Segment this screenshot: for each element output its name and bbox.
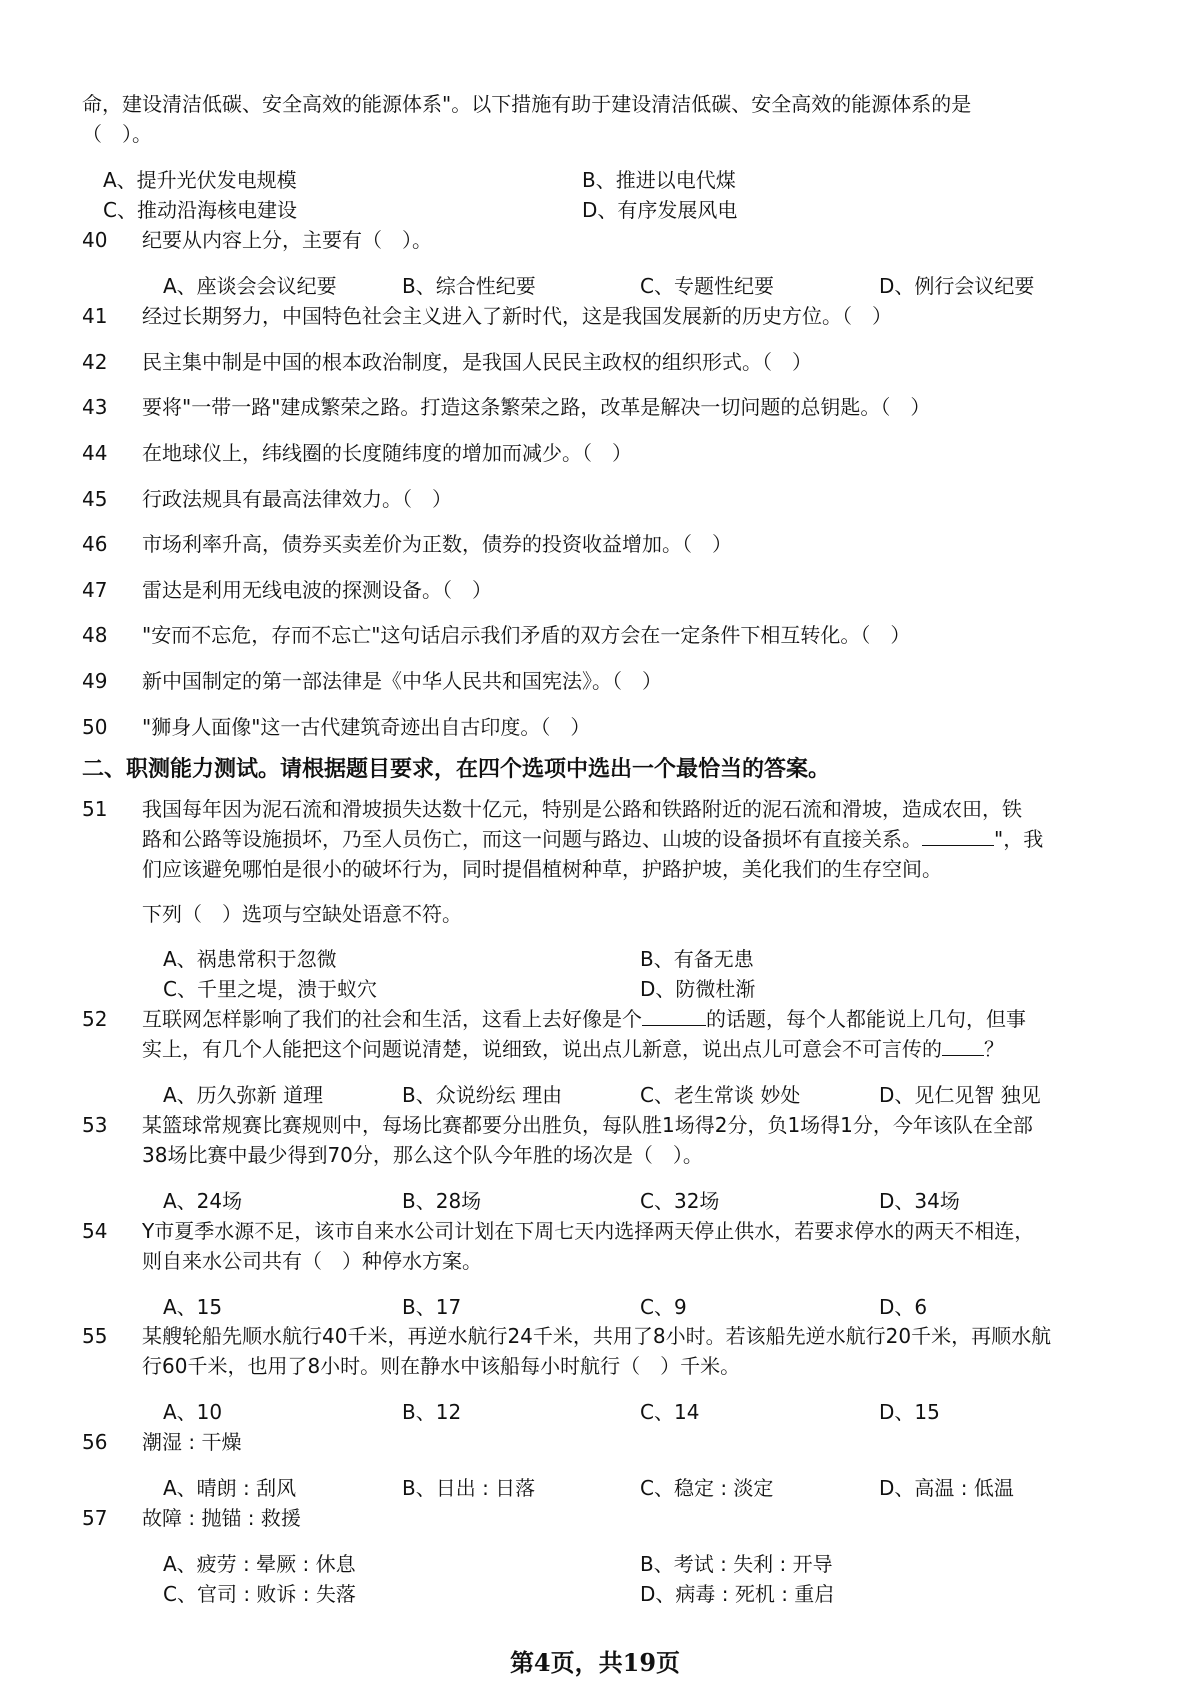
- q51-number: 51: [82, 797, 108, 821]
- q52-option-a: A、历久弥新 道理: [163, 1083, 324, 1107]
- q54-text-line2: 则自来水公司共有（ ）种停水方案。: [142, 1249, 482, 1273]
- q45-text: 行政法规具有最高法律效力。（ ）: [142, 487, 452, 511]
- q51-text-line2: [142, 825, 1043, 853]
- q56-text: 潮湿 : 干燥: [142, 1430, 242, 1454]
- page-footer: 第4页，共19页: [509, 1648, 681, 1677]
- q42-number: 42: [82, 350, 108, 374]
- q56-option-b: B、日出 : 日落: [402, 1476, 536, 1500]
- q40-option-d: D、例行会议纪要: [879, 274, 1035, 298]
- q44-number: 44: [82, 441, 108, 465]
- q51-blank: [922, 827, 994, 846]
- q40-option-c: C、专题性纪要: [640, 274, 774, 298]
- q53-option-b: B、28场: [402, 1189, 482, 1213]
- q52-line2b: ？: [984, 1037, 1004, 1061]
- q40-option-a: A、座谈会会议纪要: [163, 274, 337, 298]
- q54-option-d: D、6: [879, 1295, 928, 1319]
- q55-option-c: C、14: [640, 1400, 700, 1424]
- q41-number: 41: [82, 304, 108, 328]
- q57-option-a: A、疲劳 : 晕厥 : 休息: [163, 1552, 356, 1576]
- q54-option-a: A、15: [163, 1295, 223, 1319]
- q51-text-line1: 我国每年因为泥石流和滑坡损失达数十亿元，特别是公路和铁路附近的泥石流和滑坡，造成农田，铁: [142, 797, 1022, 821]
- q48-text: "安而不忘危，存而不忘亡"这句话启示我们矛盾的双方会在一定条件下相互转化。（ ）: [142, 623, 911, 647]
- q39-option-c: C、推动沿海核电建设: [103, 198, 297, 222]
- q53-option-d: D、34场: [879, 1189, 960, 1213]
- q51-text-line3: 们应该避免哪怕是很小的破坏行为，同时提倡植树种草，护路护坡，美化我们的生存空间。: [142, 857, 942, 881]
- q52-text-line1: [142, 1005, 1026, 1033]
- q43-text: 要将"一带一路"建成繁荣之路。打造这条繁荣之路，改革是解决一切问题的总钥匙。（ ）: [142, 395, 931, 419]
- q52-line1b: 的话题，每个人都能说上几句，但事: [706, 1007, 1026, 1031]
- q40-option-b: B、综合性纪要: [402, 274, 536, 298]
- q53-text-line2: 38场比赛中最少得到70分，那么这个队今年胜的场次是（ ）。: [142, 1143, 703, 1167]
- q50-text: "狮身人面像"这一古代建筑奇迹出自古印度。（ ）: [142, 715, 591, 739]
- q39-option-d: D、有序发展风电: [582, 198, 738, 222]
- q43-number: 43: [82, 395, 108, 419]
- q53-text-line1: 某篮球常规赛比赛规则中，每场比赛都要分出胜负，每队胜1场得2分，负1场得1分，今年该队在全部: [142, 1113, 1033, 1137]
- q57-option-c: C、官司 : 败诉 : 失落: [163, 1582, 356, 1606]
- q54-option-b: B、17: [402, 1295, 462, 1319]
- q50-number: 50: [82, 715, 108, 739]
- q53-option-a: A、24场: [163, 1189, 243, 1213]
- q42-text: 民主集中制是中国的根本政治制度，是我国人民民主政权的组织形式。（ ）: [142, 350, 812, 374]
- q56-option-a: A、晴朗 : 刮风: [163, 1476, 297, 1500]
- section-heading: 二、职测能力测试。请根据题目要求，在四个选项中选出一个最恰当的答案。: [82, 757, 831, 782]
- q54-text-line1: Y市夏季水源不足，该市自来水公司计划在下周七天内选择两天停止供水，若要求停水的两天不相连，: [142, 1219, 1035, 1243]
- q48-number: 48: [82, 623, 108, 647]
- q52-blank-1: [642, 1007, 706, 1026]
- q52-blank-2: [942, 1037, 984, 1056]
- q51-option-a: A、祸患常积于忽微: [163, 947, 337, 971]
- q40-text: 纪要从内容上分，主要有（ ）。: [142, 228, 432, 252]
- q45-number: 45: [82, 487, 108, 511]
- q52-line1a: 互联网怎样影响了我们的社会和生活，这看上去好像是个: [142, 1007, 642, 1031]
- q52-option-b: B、众说纷纭 理由: [402, 1083, 563, 1107]
- q52-line2a: 实上，有几个人能把这个问题说清楚，说细致，说出点儿新意，说出点儿可意会不可言传的: [142, 1037, 942, 1061]
- q55-text-line2: 行60千米，也用了8小时。则在静水中该船每小时航行（ ）千米。: [142, 1354, 741, 1378]
- q47-number: 47: [82, 578, 108, 602]
- q57-option-b: B、考试 : 失利 : 开导: [640, 1552, 833, 1576]
- q46-number: 46: [82, 532, 108, 556]
- q52-text-line2: [142, 1035, 1004, 1063]
- q51-option-c: C、千里之堤，溃于蚁穴: [163, 977, 377, 1001]
- q57-text: 故障 : 抛锚 : 救援: [142, 1506, 301, 1530]
- q51-line2-end: "，我: [994, 827, 1044, 851]
- q51-line2-text: 路和公路等设施损坏，乃至人员伤亡，而这一问题与路边、山坡的设备损坏有直接关系。: [142, 827, 922, 851]
- q57-option-d: D、病毒 : 死机 : 重启: [640, 1582, 835, 1606]
- q39-text-line2: （ ）。: [82, 122, 152, 146]
- q52-number: 52: [82, 1007, 108, 1031]
- q39-option-a: A、提升光伏发电规模: [103, 168, 297, 192]
- q54-number: 54: [82, 1219, 108, 1243]
- q49-text: 新中国制定的第一部法律是《中华人民共和国宪法》。（ ）: [142, 669, 662, 693]
- q39-option-b: B、推进以电代煤: [582, 168, 736, 192]
- q51-option-d: D、防微杜渐: [640, 977, 756, 1001]
- q52-option-c: C、老生常谈 妙处: [640, 1083, 801, 1107]
- q53-number: 53: [82, 1113, 108, 1137]
- q40-number: 40: [82, 228, 108, 252]
- q47-text: 雷达是利用无线电波的探测设备。（ ）: [142, 578, 492, 602]
- q51-option-b: B、有备无患: [640, 947, 754, 971]
- q55-option-d: D、15: [879, 1400, 940, 1424]
- q51-text-line4: 下列（ ）选项与空缺处语意不符。: [142, 902, 462, 926]
- q46-text: 市场利率升高，债券买卖差价为正数，债券的投资收益增加。（ ）: [142, 532, 732, 556]
- q55-option-a: A、10: [163, 1400, 223, 1424]
- q41-text: 经过长期努力，中国特色社会主义进入了新时代，这是我国发展新的历史方位。（ ）: [142, 304, 892, 328]
- q49-number: 49: [82, 669, 108, 693]
- q44-text: 在地球仪上，纬线圈的长度随纬度的增加而减少。（ ）: [142, 441, 632, 465]
- q57-number: 57: [82, 1506, 108, 1530]
- q55-number: 55: [82, 1324, 108, 1348]
- q53-option-c: C、32场: [640, 1189, 720, 1213]
- q56-option-d: D、高温 : 低温: [879, 1476, 1014, 1500]
- q39-text-line1: 命，建设清洁低碳、安全高效的能源体系"。以下措施有助于建设清洁低碳、安全高效的能源体系的是: [82, 92, 972, 116]
- q56-number: 56: [82, 1430, 108, 1454]
- q52-option-d: D、见仁见智 独见: [879, 1083, 1041, 1107]
- q54-option-c: C、9: [640, 1295, 687, 1319]
- q56-option-c: C、稳定 : 淡定: [640, 1476, 774, 1500]
- q55-option-b: B、12: [402, 1400, 462, 1424]
- q55-text-line1: 某艘轮船先顺水航行40千米，再逆水航行24千米，共用了8小时。若该船先逆水航行20千米，再顺水航: [142, 1324, 1052, 1348]
